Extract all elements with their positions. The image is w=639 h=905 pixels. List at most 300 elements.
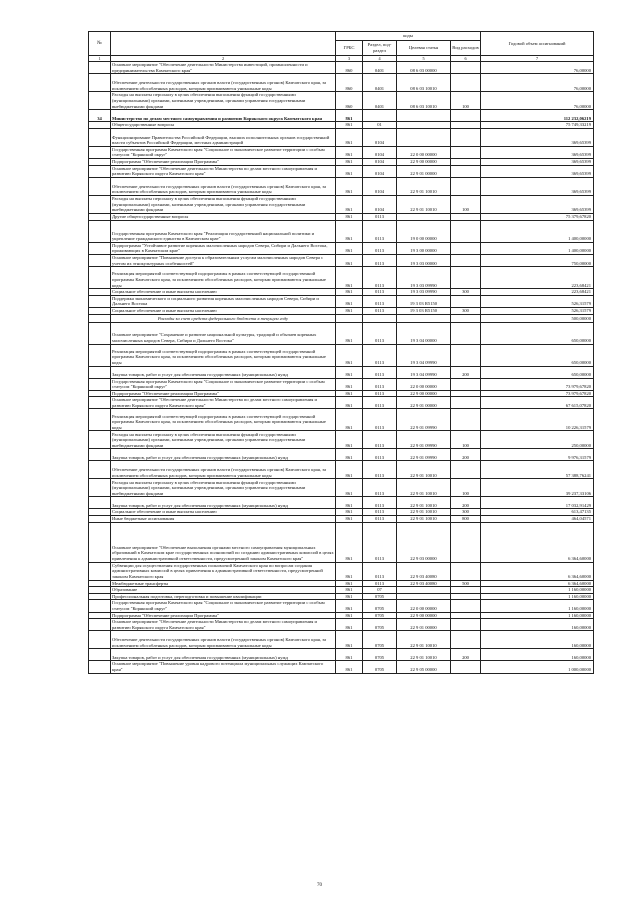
row-section: 0113 xyxy=(363,509,397,516)
row-target: 22 0 00 00000 xyxy=(397,378,451,390)
table-row xyxy=(89,177,594,195)
row-type xyxy=(451,593,481,600)
table-row xyxy=(89,366,594,378)
row-number xyxy=(89,254,111,266)
row-name: Социальное обеспечение и иные выплаты населению xyxy=(111,289,336,296)
row-name: Реализация мероприятий соответствующей подпрограммы в рамках соответствующей государственной программы Камчатского края, за исключением обособленных расходов, которым присваиваются уникальные коды xyxy=(111,409,336,431)
row-target: 22 9 01 09990 xyxy=(397,409,451,431)
row-grbs: 861 xyxy=(336,619,363,631)
row-amount: 10 226,31579 xyxy=(481,409,594,431)
row-grbs: 861 xyxy=(336,612,363,619)
row-target: 22 9 01 09990 xyxy=(397,449,451,461)
table-row xyxy=(89,158,594,165)
row-grbs: 861 xyxy=(336,449,363,461)
row-grbs: 861 xyxy=(336,122,363,129)
row-type xyxy=(451,409,481,431)
table-row xyxy=(89,580,594,587)
row-number xyxy=(89,562,111,580)
row-name: Другие общегосударственные вопросы xyxy=(111,213,336,220)
row-target: 22 9 01 10010 xyxy=(397,649,451,661)
row-type xyxy=(451,390,481,397)
row-target: 22 9 01 10010 xyxy=(397,479,451,497)
row-section: 0705 xyxy=(363,631,397,649)
row-number xyxy=(89,497,111,509)
row-name: Подпрограмма "Обеспечение реализации Программы" xyxy=(111,612,336,619)
row-target: 22 9 01 00000 xyxy=(397,619,451,631)
row-number xyxy=(89,509,111,516)
row-type: 200 xyxy=(451,649,481,661)
row-type xyxy=(451,158,481,165)
table-row xyxy=(89,289,594,296)
row-section: 0401 xyxy=(363,62,397,74)
column-number: 3 xyxy=(336,56,363,62)
row-name: Расходы на выплаты персоналу в целях обеспечения выполнения функций государственными (муниципальными) органами, казенными учреждениями, органами управления государственными внебюджетными фондами xyxy=(111,92,336,110)
row-target: 22 9 01 00000 xyxy=(397,397,451,409)
row-name: Государственная программа Камчатского края "Социальное и экономическое развитие территории с особым статусом "Корякский округ" xyxy=(111,378,336,390)
table-row xyxy=(89,461,594,479)
row-amount: 650,00000 xyxy=(481,322,594,344)
row-amount: 1 160,00000 xyxy=(481,600,594,612)
row-type xyxy=(451,122,481,129)
row-name: Социальное обеспечение и иные выплаты населению xyxy=(111,509,336,516)
row-amount: 613,47135 xyxy=(481,509,594,516)
row-amount: 250,00000 xyxy=(481,431,594,449)
table-row xyxy=(89,122,594,129)
row-number xyxy=(89,461,111,479)
row-name: Основное мероприятие "Сохранение и развитие национальной культуры, традиций и обычаев коренных малочисленных народов Севера, Сибири и Дальнего Востока" xyxy=(111,322,336,344)
row-target: 22 9 01 10010 xyxy=(397,461,451,479)
row-number xyxy=(89,122,111,129)
row-type xyxy=(451,587,481,594)
row-target: 22 9 01 10010 xyxy=(397,497,451,509)
table-row xyxy=(89,509,594,516)
row-type xyxy=(451,62,481,74)
row-grbs: 861 xyxy=(336,378,363,390)
row-section: 0113 xyxy=(363,322,397,344)
table-row xyxy=(89,449,594,461)
table-row xyxy=(89,612,594,619)
row-number xyxy=(89,390,111,397)
row-grbs: 861 xyxy=(336,509,363,516)
row-number xyxy=(89,366,111,378)
table-row xyxy=(89,344,594,366)
row-target: 22 9 03 00000 xyxy=(397,522,451,562)
header-grbs: ГРБС xyxy=(336,41,363,56)
row-type xyxy=(451,146,481,158)
row-section: 0104 xyxy=(363,128,397,146)
row-amount: 369,65399 xyxy=(481,165,594,177)
row-section: 0113 xyxy=(363,242,397,254)
row-grbs: 861 xyxy=(336,366,363,378)
row-grbs: 861 xyxy=(336,177,363,195)
row-amount: 17 032,91429 xyxy=(481,497,594,509)
row-name: Реализация мероприятий соответствующей подпрограммы в рамках соответствующей государственной программы Камчатского края, за исключением обособленных расходов, которым присваиваются уникальные коды xyxy=(111,267,336,289)
row-name: Государственная программа Камчатского края "Социальное и экономическое развитие территории с особым статусом "Корякский округ" xyxy=(111,146,336,158)
row-name: Закупка товаров, работ и услуг для обеспечения государственных (муниципальных) нужд xyxy=(111,366,336,378)
row-section: 0113 xyxy=(363,497,397,509)
row-name: Основное мероприятие "Повышение уровня кадрового потенциала муниципальных служащих Камчатского края" xyxy=(111,661,336,673)
row-target: 19 3 03 00000 xyxy=(397,254,451,266)
row-number xyxy=(89,409,111,431)
row-number xyxy=(89,314,111,322)
row-type xyxy=(451,177,481,195)
row-grbs: 861 xyxy=(336,146,363,158)
row-amount: 1 160,00000 xyxy=(481,593,594,600)
header-name xyxy=(111,32,336,56)
row-type xyxy=(451,322,481,344)
row-section: 0113 xyxy=(363,378,397,390)
row-section: 0401 xyxy=(363,92,397,110)
column-number: 1 xyxy=(89,56,111,62)
row-type: 100 xyxy=(451,195,481,213)
row-name: Закупка товаров, работ и услуг для обеспечения государственных (муниципальных) нужд xyxy=(111,649,336,661)
row-section: 0705 xyxy=(363,619,397,631)
row-name: Социальное обеспечение и иные выплаты населению xyxy=(111,307,336,314)
table-row xyxy=(89,92,594,110)
row-amount: 112 232,06219 xyxy=(481,110,594,122)
table-row xyxy=(89,661,594,673)
row-section: 0113 xyxy=(363,479,397,497)
row-section: 0113 xyxy=(363,522,397,562)
row-grbs: 861 xyxy=(336,322,363,344)
row-name: Общегосударственные вопросы xyxy=(111,122,336,129)
row-type xyxy=(451,128,481,146)
column-number: 6 xyxy=(451,56,481,62)
row-grbs: 861 xyxy=(336,522,363,562)
table-row xyxy=(89,242,594,254)
row-target: 22 9 05 00000 xyxy=(397,661,451,673)
row-name: Расходы на выплаты персоналу в целях обеспечения выполнения функций государственными (муниципальными) органами, казенными учреждениями, органами управления государственными внебюджетными фондами xyxy=(111,479,336,497)
row-type xyxy=(451,461,481,479)
table-row xyxy=(89,390,594,397)
row-target: 08 6 03 10010 xyxy=(397,92,451,110)
row-number xyxy=(89,587,111,594)
row-amount: 73 979,67820 xyxy=(481,390,594,397)
row-type xyxy=(451,267,481,289)
row-target: 19 3 04 09990 xyxy=(397,344,451,366)
row-type xyxy=(451,378,481,390)
row-section: 0113 xyxy=(363,390,397,397)
row-grbs: 861 xyxy=(336,461,363,479)
row-target: 22 9 01 10010 xyxy=(397,516,451,523)
row-number xyxy=(89,593,111,600)
row-target: 22 9 01 10010 xyxy=(397,177,451,195)
row-type xyxy=(451,242,481,254)
row-target: 22 9 03 40080 xyxy=(397,580,451,587)
row-target: 22 9 00 00000 xyxy=(397,158,451,165)
row-amount: 1 400,00000 xyxy=(481,220,594,242)
row-amount: 223,68421 xyxy=(481,267,594,289)
row-name: Обеспечение деятельности государственных органов власти (государственных органов) Камчатского края, за исключением обособленных расходов, которым присваиваются уникальные коды xyxy=(111,74,336,92)
row-target: 19 3 04 00000 xyxy=(397,322,451,344)
row-number xyxy=(89,649,111,661)
row-grbs: 861 xyxy=(336,390,363,397)
row-section: 0113 xyxy=(363,213,397,220)
row-section xyxy=(363,110,397,122)
row-section: 0705 xyxy=(363,612,397,619)
row-section: 0104 xyxy=(363,195,397,213)
table-row xyxy=(89,146,594,158)
row-grbs: 861 xyxy=(336,631,363,649)
row-grbs: 861 xyxy=(336,600,363,612)
row-number xyxy=(89,516,111,523)
row-section: 0113 xyxy=(363,289,397,296)
row-number xyxy=(89,322,111,344)
row-section: 0113 xyxy=(363,431,397,449)
row-grbs: 861 xyxy=(336,661,363,673)
row-target xyxy=(397,213,451,220)
row-section: 0113 xyxy=(363,267,397,289)
row-section: 0705 xyxy=(363,661,397,673)
row-section: 0113 xyxy=(363,220,397,242)
row-target: 19 3 04 09990 xyxy=(397,366,451,378)
row-grbs: 861 xyxy=(336,220,363,242)
table-row xyxy=(89,479,594,497)
row-number xyxy=(89,600,111,612)
column-number: 5 xyxy=(397,56,451,62)
row-section: 0113 xyxy=(363,307,397,314)
row-name: Субвенции для осуществления государственных полномочий Камчатского края по вопросам создания административных комиссий в целях привлечения к административной ответственности, предусмотренной законом Камчатского края xyxy=(111,562,336,580)
row-target xyxy=(397,122,451,129)
row-type: 300 xyxy=(451,289,481,296)
header-section: Раздел, под-раздел xyxy=(363,41,397,56)
row-type xyxy=(451,631,481,649)
row-target: 22 9 01 10010 xyxy=(397,631,451,649)
row-number xyxy=(89,146,111,158)
row-amount: 160,00000 xyxy=(481,619,594,631)
row-section: 0401 xyxy=(363,74,397,92)
row-name: Основное мероприятие "Обеспечение деятельности Министерства по делам местного самоуправления и развитию Корякского округа Камчатского края" xyxy=(111,165,336,177)
row-number xyxy=(89,92,111,110)
row-name: Обеспечение деятельности государственных органов власти (государственных органов) Камчатского края, за исключением обособленных расходов, которым присваиваются уникальные коды xyxy=(111,177,336,195)
row-amount: 500,00000 xyxy=(481,314,594,322)
row-section: 0113 xyxy=(363,344,397,366)
row-target: 19 3 03 R5150 xyxy=(397,295,451,307)
row-name: Расходы на выплаты персоналу в целях обеспечения выполнения функций государственными (муниципальными) органами, казенными учреждениями, органами управления государственными внебюджетными фондами xyxy=(111,195,336,213)
row-amount: 75 749,33219 xyxy=(481,122,594,129)
row-type: 100 xyxy=(451,431,481,449)
row-target: 22 0 00 00000 xyxy=(397,146,451,158)
row-amount: 369,65399 xyxy=(481,128,594,146)
row-type xyxy=(451,612,481,619)
row-grbs: 861 xyxy=(336,593,363,600)
row-amount: 1 400,00000 xyxy=(481,242,594,254)
row-target: 19 3 03 R5150 xyxy=(397,307,451,314)
row-section: 0705 xyxy=(363,649,397,661)
table-row xyxy=(89,516,594,523)
row-type: 200 xyxy=(451,366,481,378)
page-number: 70 xyxy=(317,883,322,888)
budget-table-page xyxy=(88,31,593,674)
row-number xyxy=(89,295,111,307)
row-number xyxy=(89,449,111,461)
table-row xyxy=(89,254,594,266)
row-target xyxy=(397,110,451,122)
row-number: 34 xyxy=(89,110,111,122)
row-number xyxy=(89,431,111,449)
table-row xyxy=(89,593,594,600)
column-number: 2 xyxy=(111,56,336,62)
row-number xyxy=(89,74,111,92)
row-target xyxy=(397,128,451,146)
row-type xyxy=(451,619,481,631)
row-amount: 526,31579 xyxy=(481,307,594,314)
row-type: 300 xyxy=(451,307,481,314)
row-grbs: 861 xyxy=(336,267,363,289)
row-section: 0113 xyxy=(363,366,397,378)
column-number: 7 xyxy=(481,56,594,62)
table-row xyxy=(89,397,594,409)
row-grbs: 861 xyxy=(336,295,363,307)
row-grbs: 861 xyxy=(336,307,363,314)
header-amount: Годовой объем ассигнований xyxy=(481,32,594,56)
row-target: 22 9 03 40080 xyxy=(397,562,451,580)
row-number xyxy=(89,619,111,631)
row-target: 22 9 01 10010 xyxy=(397,195,451,213)
row-type: 300 xyxy=(451,509,481,516)
row-target: 19 3 03 09990 xyxy=(397,267,451,289)
row-type xyxy=(451,661,481,673)
table-row xyxy=(89,522,594,562)
row-name: Закупка товаров, работ и услуг для обеспечения государственных (муниципальных) нужд xyxy=(111,449,336,461)
table-row xyxy=(89,110,594,122)
row-name: Основное мероприятие "Обеспечение деятельности Министерства по делам местного самоуправления и развитию Корякского округа Камчатского края" xyxy=(111,397,336,409)
row-section xyxy=(363,314,397,322)
row-name: Основное мероприятие "Повышение доступа к образовательным услугам малочисленных народов Севера с учетом их этнокультурных особенностей" xyxy=(111,254,336,266)
row-number xyxy=(89,344,111,366)
row-amount: 67 615,07820 xyxy=(481,397,594,409)
row-amount: 75 379,67820 xyxy=(481,213,594,220)
row-target xyxy=(397,593,451,600)
table-row xyxy=(89,62,594,74)
row-type xyxy=(451,74,481,92)
row-amount: 73 979,67820 xyxy=(481,378,594,390)
row-section: 0113 xyxy=(363,461,397,479)
row-grbs: 861 xyxy=(336,409,363,431)
row-grbs: 861 xyxy=(336,397,363,409)
row-amount: 76,00000 xyxy=(481,92,594,110)
row-target: 19 3 00 00000 xyxy=(397,242,451,254)
row-name: Образование xyxy=(111,587,336,594)
row-name: Основное мероприятие "Обеспечение деятельности Министерства инвестиций, промышленности и предпринимательства Камчатского края" xyxy=(111,62,336,74)
row-grbs: 861 xyxy=(336,242,363,254)
table-row xyxy=(89,600,594,612)
row-type xyxy=(451,397,481,409)
row-target: 08 6 03 00000 xyxy=(397,62,451,74)
row-grbs: 861 xyxy=(336,195,363,213)
row-amount: 6 364,60000 xyxy=(481,522,594,562)
row-section: 0113 xyxy=(363,562,397,580)
row-type xyxy=(451,165,481,177)
row-number xyxy=(89,479,111,497)
table-row xyxy=(89,213,594,220)
row-name: Государственная программа Камчатского края "Социальное и экономическое развитие территории с особым статусом "Корякский округ" xyxy=(111,600,336,612)
row-section: 0705 xyxy=(363,600,397,612)
row-amount: 223,68421 xyxy=(481,289,594,296)
row-amount: 76,00000 xyxy=(481,74,594,92)
row-section: 0113 xyxy=(363,295,397,307)
table-row xyxy=(89,267,594,289)
row-grbs: 861 xyxy=(336,254,363,266)
table-row xyxy=(89,195,594,213)
row-amount: 1 160,00000 xyxy=(481,587,594,594)
row-number xyxy=(89,661,111,673)
header-number: № xyxy=(89,32,111,56)
row-type: 800 xyxy=(451,516,481,523)
row-type xyxy=(451,522,481,562)
row-number xyxy=(89,378,111,390)
row-type xyxy=(451,220,481,242)
row-grbs: 861 xyxy=(336,497,363,509)
row-amount: 1 000,00000 xyxy=(481,661,594,673)
row-amount: 369,65399 xyxy=(481,177,594,195)
row-amount: 526,31579 xyxy=(481,295,594,307)
table-row xyxy=(89,165,594,177)
table-row xyxy=(89,619,594,631)
table-row xyxy=(89,587,594,594)
row-amount: 57 388,76241 xyxy=(481,461,594,479)
row-name: Обеспечение деятельности государственных органов власти (государственных органов) Камчатского края, за исключением обособленных расходов, которым присваиваются уникальные коды xyxy=(111,631,336,649)
row-name: Государственная программа Камчатского края "Реализация государственной национальной политики и укрепление гражданского единства в Камчатском крае" xyxy=(111,220,336,242)
row-type xyxy=(451,314,481,322)
row-name: Обеспечение деятельности государственных органов власти (государственных органов) Камчатского края, за исключением обособленных расходов, которым присваиваются уникальные коды xyxy=(111,461,336,479)
row-number xyxy=(89,220,111,242)
row-amount: 160,00000 xyxy=(481,631,594,649)
row-amount: 1 160,00000 xyxy=(481,612,594,619)
row-amount: 750,00000 xyxy=(481,254,594,266)
row-grbs: 861 xyxy=(336,562,363,580)
row-grbs: 861 xyxy=(336,587,363,594)
row-type: 100 xyxy=(451,92,481,110)
table-row xyxy=(89,497,594,509)
row-target: 22 9 00 00000 xyxy=(397,612,451,619)
row-name: Межбюджетные трансферты xyxy=(111,580,336,587)
column-number: 4 xyxy=(363,56,397,62)
row-grbs: 861 xyxy=(336,213,363,220)
row-name: Поддержка экономического и социального развития коренных малочисленных народов Севера, Сибири и Дальнего Востока xyxy=(111,295,336,307)
row-number xyxy=(89,62,111,74)
row-name: Подпрограмма "Обеспечение реализации Программы" xyxy=(111,390,336,397)
row-grbs: 861 xyxy=(336,479,363,497)
row-number xyxy=(89,165,111,177)
row-type: 200 xyxy=(451,497,481,509)
row-name: Подпрограмма "Устойчивое развитие коренных малочисленных народов Севера, Сибири и Дальнего Востока, проживающих в Камчатском крае" xyxy=(111,242,336,254)
row-number xyxy=(89,242,111,254)
row-name: Министерство по делам местного самоуправления и развитию Корякского округа Камчатского края xyxy=(111,110,336,122)
row-amount: 6 364,60000 xyxy=(481,580,594,587)
row-target xyxy=(397,587,451,594)
row-number xyxy=(89,307,111,314)
row-type: 200 xyxy=(451,449,481,461)
row-section: 0113 xyxy=(363,449,397,461)
row-grbs: 861 xyxy=(336,344,363,366)
table-row xyxy=(89,409,594,431)
row-name: Реализация мероприятий соответствующей подпрограммы в рамках соответствующей государственной программы Камчатского края, за исключением обособленных расходов, которым присваиваются уникальные коды xyxy=(111,344,336,366)
budget-table xyxy=(88,31,594,674)
row-amount: 464,04571 xyxy=(481,516,594,523)
row-section: 0705 xyxy=(363,593,397,600)
row-grbs: 861 xyxy=(336,649,363,661)
row-grbs: 861 xyxy=(336,580,363,587)
row-type: 500 xyxy=(451,580,481,587)
row-grbs: 860 xyxy=(336,74,363,92)
row-name: Закупка товаров, работ и услуг для обеспечения государственных (муниципальных) нужд xyxy=(111,497,336,509)
row-target: 08 6 03 10010 xyxy=(397,74,451,92)
row-name: Расходы за счет средств федерального бюджета в текущем году xyxy=(111,314,336,322)
row-name: Основное мероприятие "Обеспечение деятельности Министерства по делам местного самоуправления и развитию Корякского округа Камчатского края" xyxy=(111,619,336,631)
row-name: Расходы на выплаты персоналу в целях обеспечения выполнения функций государственными (муниципальными) органами, казенными учреждениями, органами управления государственными внебюджетными фондами xyxy=(111,431,336,449)
header-target: Целевая статья xyxy=(397,41,451,56)
